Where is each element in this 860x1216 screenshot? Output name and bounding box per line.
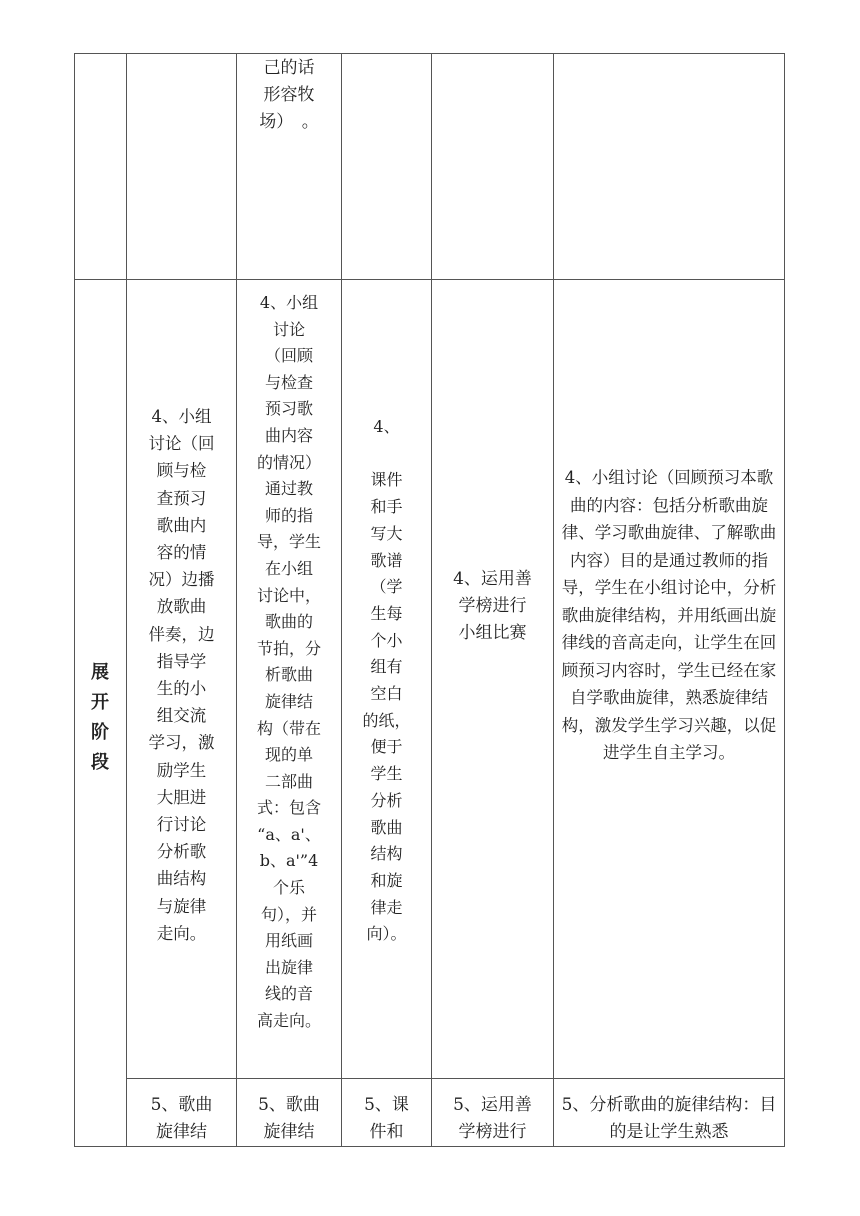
r1-student-text: 己的话 形容牧 场） 。 bbox=[259, 58, 319, 132]
r2-design-intent: 4、小组讨论（回顾预习本歌曲的内容：包括分析歌曲旋律、学习歌曲旋律、了解歌曲内容）目的是通过教师的指导，学生在小组讨论中，分析歌曲旋律结构，并用纸画出旋律线的音高走向，让学生在回顾预习内容时，学生已经在家自学歌曲旋律，熟悉旋律结构，激发学生学习兴趣，以促进学生自主学习。 bbox=[561, 468, 777, 762]
stage-label-develop: 展 开 阶 段 bbox=[91, 662, 109, 773]
cell-r1-intent bbox=[553, 53, 785, 280]
r3-media: 5、课 件和 bbox=[364, 1095, 409, 1142]
r2-evaluation: 4、运用善 学榜进行 小组比赛 bbox=[453, 569, 532, 643]
r3-student-activity: 5、歌曲 旋律结 bbox=[258, 1095, 320, 1142]
r3-evaluation: 5、运用善 学榜进行 bbox=[453, 1095, 532, 1142]
cell-r1-teacher bbox=[126, 53, 237, 280]
cell-r1-media bbox=[341, 53, 432, 280]
cell-r1-stage bbox=[74, 53, 127, 280]
r2-media: 4、 课件 和手 写大 歌谱 （学 生每 个小 组有 空白 的纸， 便于 学生 分析 歌曲 结构 和旋 律走 向）。 bbox=[362, 417, 411, 944]
r2-teacher-activity: 4、小组 讨论（回 顾与检 查预习 歌曲内 容的情 况）边播 放歌曲 伴奏，边 指导学 生的小 组交流 学习，激 励学生 大胆进 行讨论 分析歌 曲结构 与旋律 走向。 bbox=[148, 407, 215, 943]
r3-teacher-activity: 5、歌曲 旋律结 bbox=[150, 1095, 213, 1142]
r2-student-activity: 4、小组 讨论 （回顾 与检查 预习歌 曲内容 的情况） 通过教 师的指 导，学生 在小组 讨论中， 歌曲的 节拍，分 析歌曲 旋律结 构（带在 现的单 二部曲 式：包含 “a、a'、 b、a'”4 个乐 句），并 用纸画 出旋律 线的音 高走向。 bbox=[256, 293, 321, 1031]
cell-r2-eval bbox=[431, 279, 554, 1079]
r3-design-intent: 5、分析歌曲的旋律结构：目的是让学生熟悉 bbox=[561, 1095, 777, 1142]
cell-r1-eval bbox=[431, 53, 554, 280]
